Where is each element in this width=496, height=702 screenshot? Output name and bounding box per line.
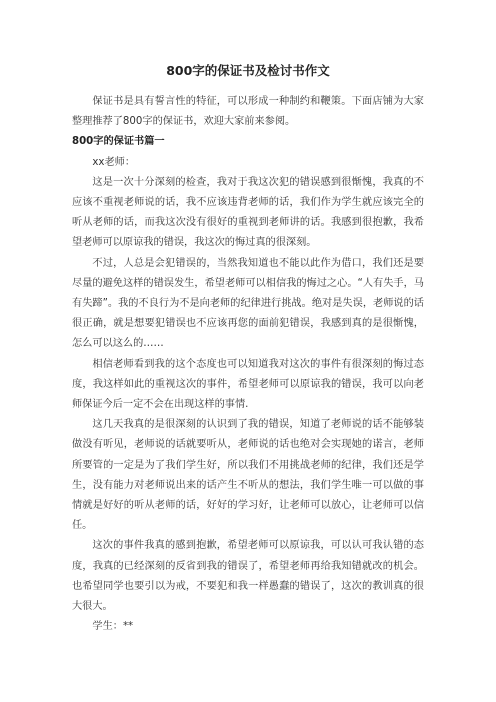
- intro-paragraph: 保证书是具有誓言性的特征，可以形成一种制约和鞭策。下面店铺为大家整理推荐了800字的保证书，欢迎大家前来参阅。: [72, 96, 424, 128]
- body-paragraph-4: 这几天我真的是很深刻的认识到了我的错误，知道了老师说的话不能够装做没有听见，老师说的话就要听从，老师说的话也绝对会实现她的诺言，老师所要管的一定是为了我们学生好，所以我们不用挑战老师的纪律，我们还是学生，没有能力对老师说出来的话产生不听从的想法，我们学生唯一可以做的事情就是好好的听从老师的话，好好的学习好，让老师可以放心，让老师可以信任。: [72, 419, 424, 532]
- salutation: xx老师：: [92, 156, 136, 168]
- body-paragraph-2: 不过，人总是会犯错误的，当然我知道也不能以此作为借口，我们还是要尽量的避免这样的错误发生，希望老师可以相信我的悔过之心。“人有失手，马有失蹄”。我的不良行为不是向老师的纪律进行挑战。绝对是失误，老师说的话很正确，就是想要犯错误也不应该再您的面前犯错误，我感到真的是很惭愧，怎么可以这么的……: [72, 257, 424, 350]
- body-paragraph-3: 相信老师看到我的这个态度也可以知道我对这次的事件有很深刻的悔过态度，我这样如此的重视这次的事件，希望老师可以原谅我的错误，我可以向老师保证今后一定不会在出现这样的事情.: [72, 358, 424, 411]
- signature: 学生：**: [92, 621, 134, 633]
- document-title: 800字的保证书及检讨书作文: [166, 63, 330, 78]
- body-paragraph-1: 这是一次十分深刻的检查，我对于我这次犯的错误感到很惭愧，我真的不应该不重视老师说的话，我不应该违背老师的话，我们作为学生就应该完全的听从老师的话，而我这次没有很好的重视到老师讲的话。我感到很抱歉，我希望老师可以原谅我的错误，我这次的悔过真的很深刻。: [72, 176, 424, 249]
- body-paragraph-5: 这次的事件我真的感到抱歉，希望老师可以原谅我，可以认可我认错的态度，我真的已经深刻的反省到我的错误了，希望老师再给我知错就改的机会。也希望同学也要引以为戒，不要犯和我一样愚蠢的错误了，这次的教训真的很大很大。: [72, 540, 424, 613]
- section-heading: 800字的保证书篇一: [72, 136, 165, 148]
